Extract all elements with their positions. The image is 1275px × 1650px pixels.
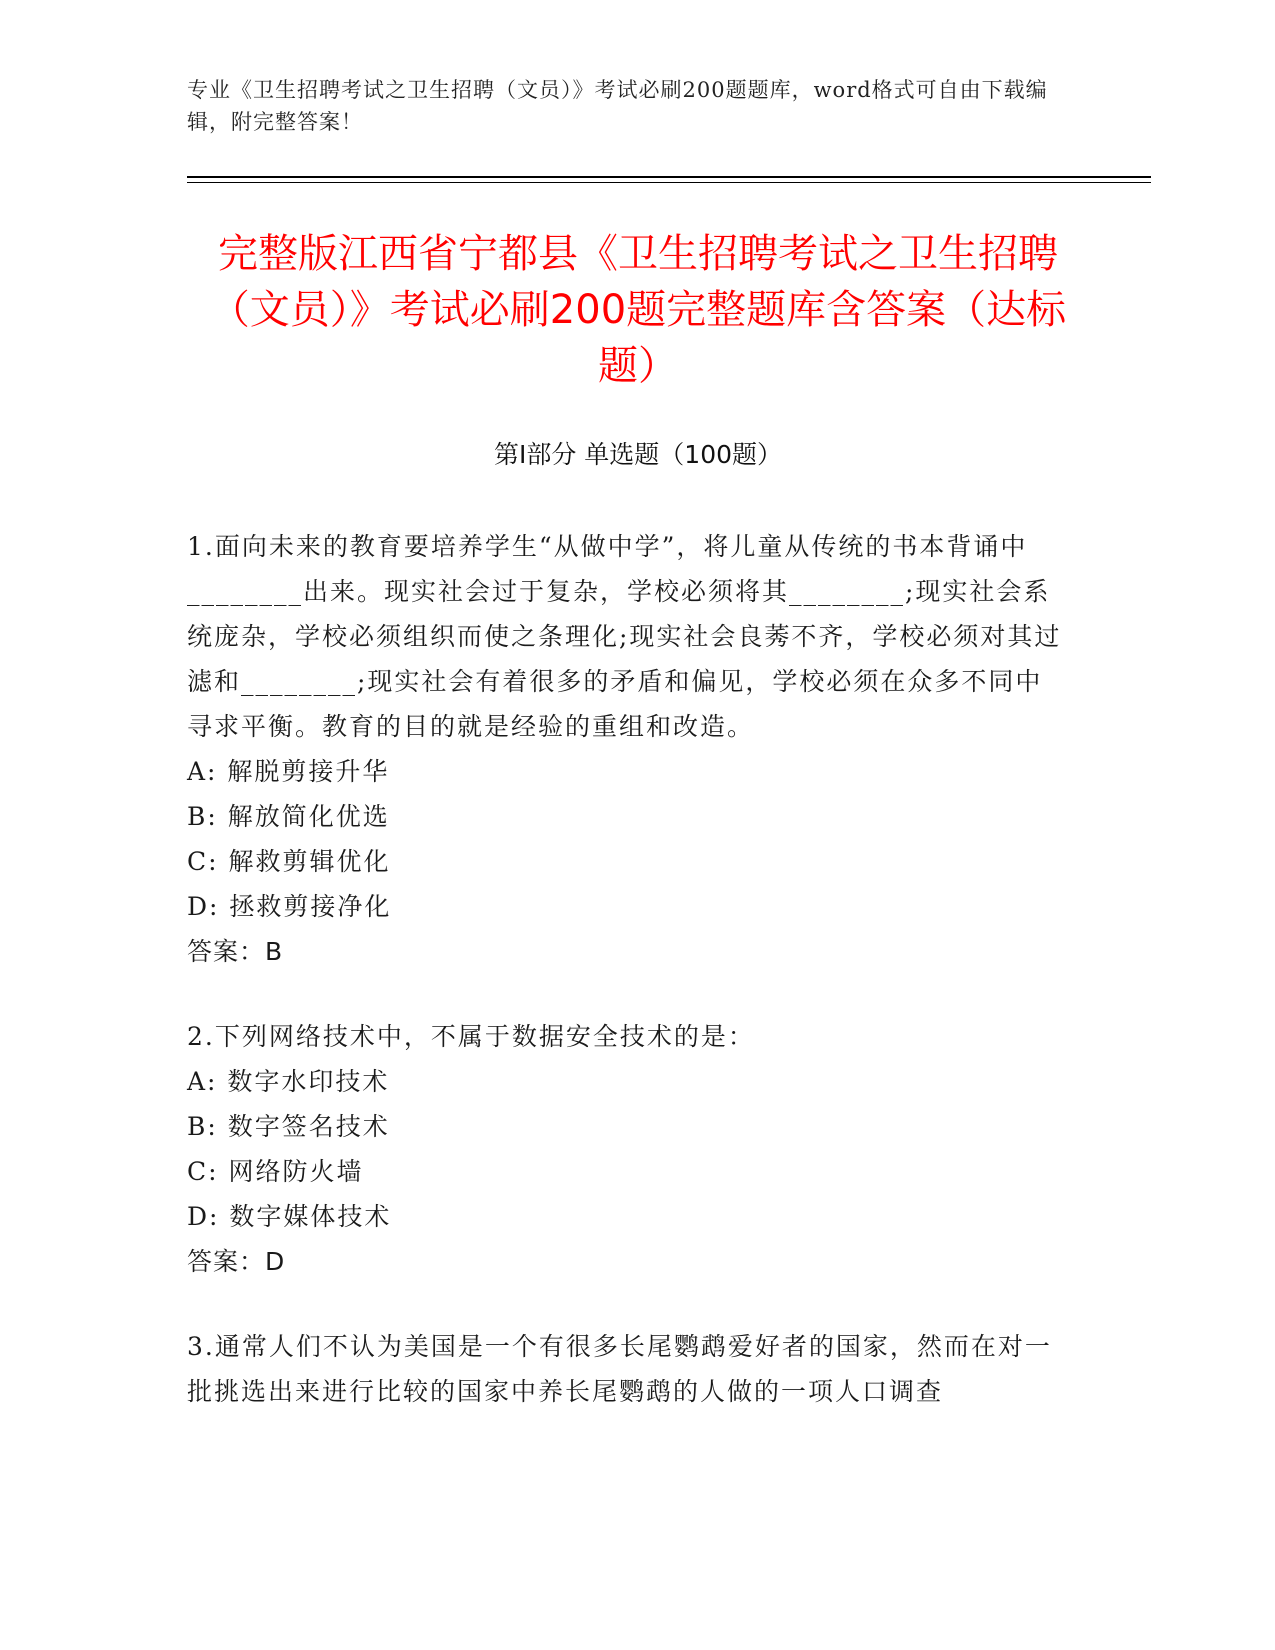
question-text: 3.通常人们不认为美国是一个有很多长尾鹦鹉爱好者的国家，然而在对一批挑选出来进行比较的国家中养长尾鹦鹉的人做的一项人口调查 xyxy=(187,1332,1052,1406)
answer-line: 答案：D xyxy=(187,1247,286,1276)
header-rule-thin xyxy=(187,182,1151,183)
option-c: C: 网络防火墙 xyxy=(187,1157,364,1186)
question-text: 2.下列网络技术中，不属于数据安全技术的是： xyxy=(187,1022,755,1051)
option-d: D: 数字媒体技术 xyxy=(187,1202,392,1231)
section-heading: 第Ⅰ部分 单选题（100题） xyxy=(493,440,783,469)
question-3 xyxy=(187,1324,1067,1414)
question-text: 1.面向未来的教育要培养学生“从做中学”，将儿童从传统的书本背诵中________出来。现实社会过于复杂，学校必须将其________;现实社会系统庞杂，学校必须组织而使之条理化;现实社会良莠不齐，学校必须对其过滤和________;现实社会有着很多的矛盾和偏见，学校必须在众多不同中寻求平衡。教育的目的就是经验的重组和改造。 xyxy=(187,532,1062,741)
question-1 xyxy=(187,524,1067,974)
option-b: B: 解放简化优选 xyxy=(187,802,390,831)
option-b: B: 数字签名技术 xyxy=(187,1112,390,1141)
answer-line: 答案：B xyxy=(187,937,284,966)
question-2 xyxy=(187,1014,1067,1284)
document-title: 完整版江西省宁都县《卫生招聘考试之卫生招聘（文员）》考试必刷200题完整题库含答案（达标题） xyxy=(209,231,1067,389)
option-c: C: 解救剪辑优化 xyxy=(187,847,391,876)
option-a: A: 数字水印技术 xyxy=(187,1067,390,1096)
option-a: A: 解脱剪接升华 xyxy=(187,757,390,786)
question-list xyxy=(187,524,1067,1454)
header-rule-thick xyxy=(187,176,1151,178)
header-note: 专业《卫生招聘考试之卫生招聘（文员）》考试必刷200题题库，word格式可自由下载编辑，附完整答案！ xyxy=(187,78,1048,134)
option-d: D: 拯救剪接净化 xyxy=(187,892,392,921)
